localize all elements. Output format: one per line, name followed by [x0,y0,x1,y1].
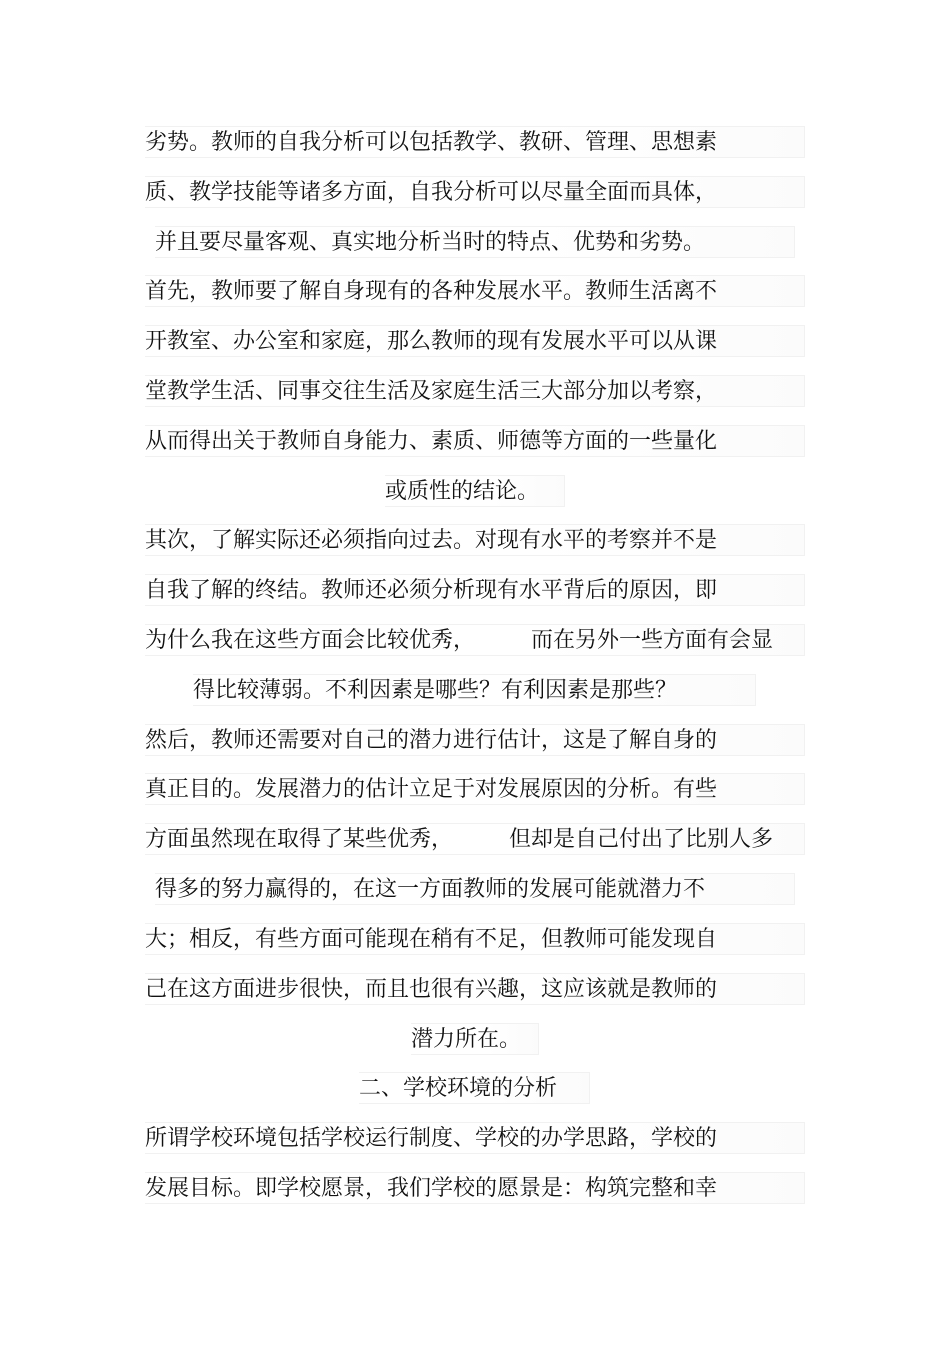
text-line: 真正目的。发展潜力的估计立足于对发展原因的分析。有些 [145,773,805,805]
text-line: 质、教学技能等诸多方面，自我分析可以尽量全面而具体， [145,176,805,208]
text-line: 所谓学校环境包括学校运行制度、学校的办学思路，学校的 [145,1122,805,1154]
text-line: 堂教学生活、同事交往生活及家庭生活三大部分加以考察， [145,375,805,407]
section-heading: 二、学校环境的分析 [359,1072,590,1104]
text-line: 并且要尽量客观、真实地分析当时的特点、优势和劣势。 [155,226,795,258]
text-line: 得多的努力赢得的，在这一方面教师的发展可能就潜力不 [155,873,795,905]
text-line: 或质性的结论。 [385,475,565,507]
text-line: 从而得出关于教师自身能力、素质、师德等方面的一些量化 [145,425,805,457]
text-line: 发展目标。即学校愿景，我们学校的愿景是：构筑完整和幸 [145,1172,805,1204]
text-line: 劣势。教师的自我分析可以包括教学、教研、管理、思想素 [145,126,805,158]
text-line: 大；相反，有些方面可能现在稍有不足，但教师可能发现自 [145,923,805,955]
text-line: 己在这方面进步很快，而且也很有兴趣，这应该就是教师的 [145,973,805,1005]
text-line: 首先，教师要了解自身现有的各种发展水平。教师生活离不 [145,275,805,307]
text-line: 方面虽然现在取得了某些优秀， 但却是自己付出了比别人多 [145,823,805,855]
text-line: 开教室、办公室和家庭，那么教师的现有发展水平可以从课 [145,325,805,357]
text-line: 潜力所在。 [411,1023,539,1055]
text-line: 自我了解的终结。教师还必须分析现有水平背后的原因，即 [145,574,805,606]
text-line: 然后，教师还需要对自己的潜力进行估计，这是了解自身的 [145,724,805,756]
text-line: 得比较薄弱。不利因素是哪些？有利因素是那些？ [193,674,756,706]
text-line: 其次，了解实际还必须指向过去。对现有水平的考察并不是 [145,524,805,556]
text-line: 为什么我在这些方面会比较优秀， 而在另外一些方面有会显 [145,624,805,656]
